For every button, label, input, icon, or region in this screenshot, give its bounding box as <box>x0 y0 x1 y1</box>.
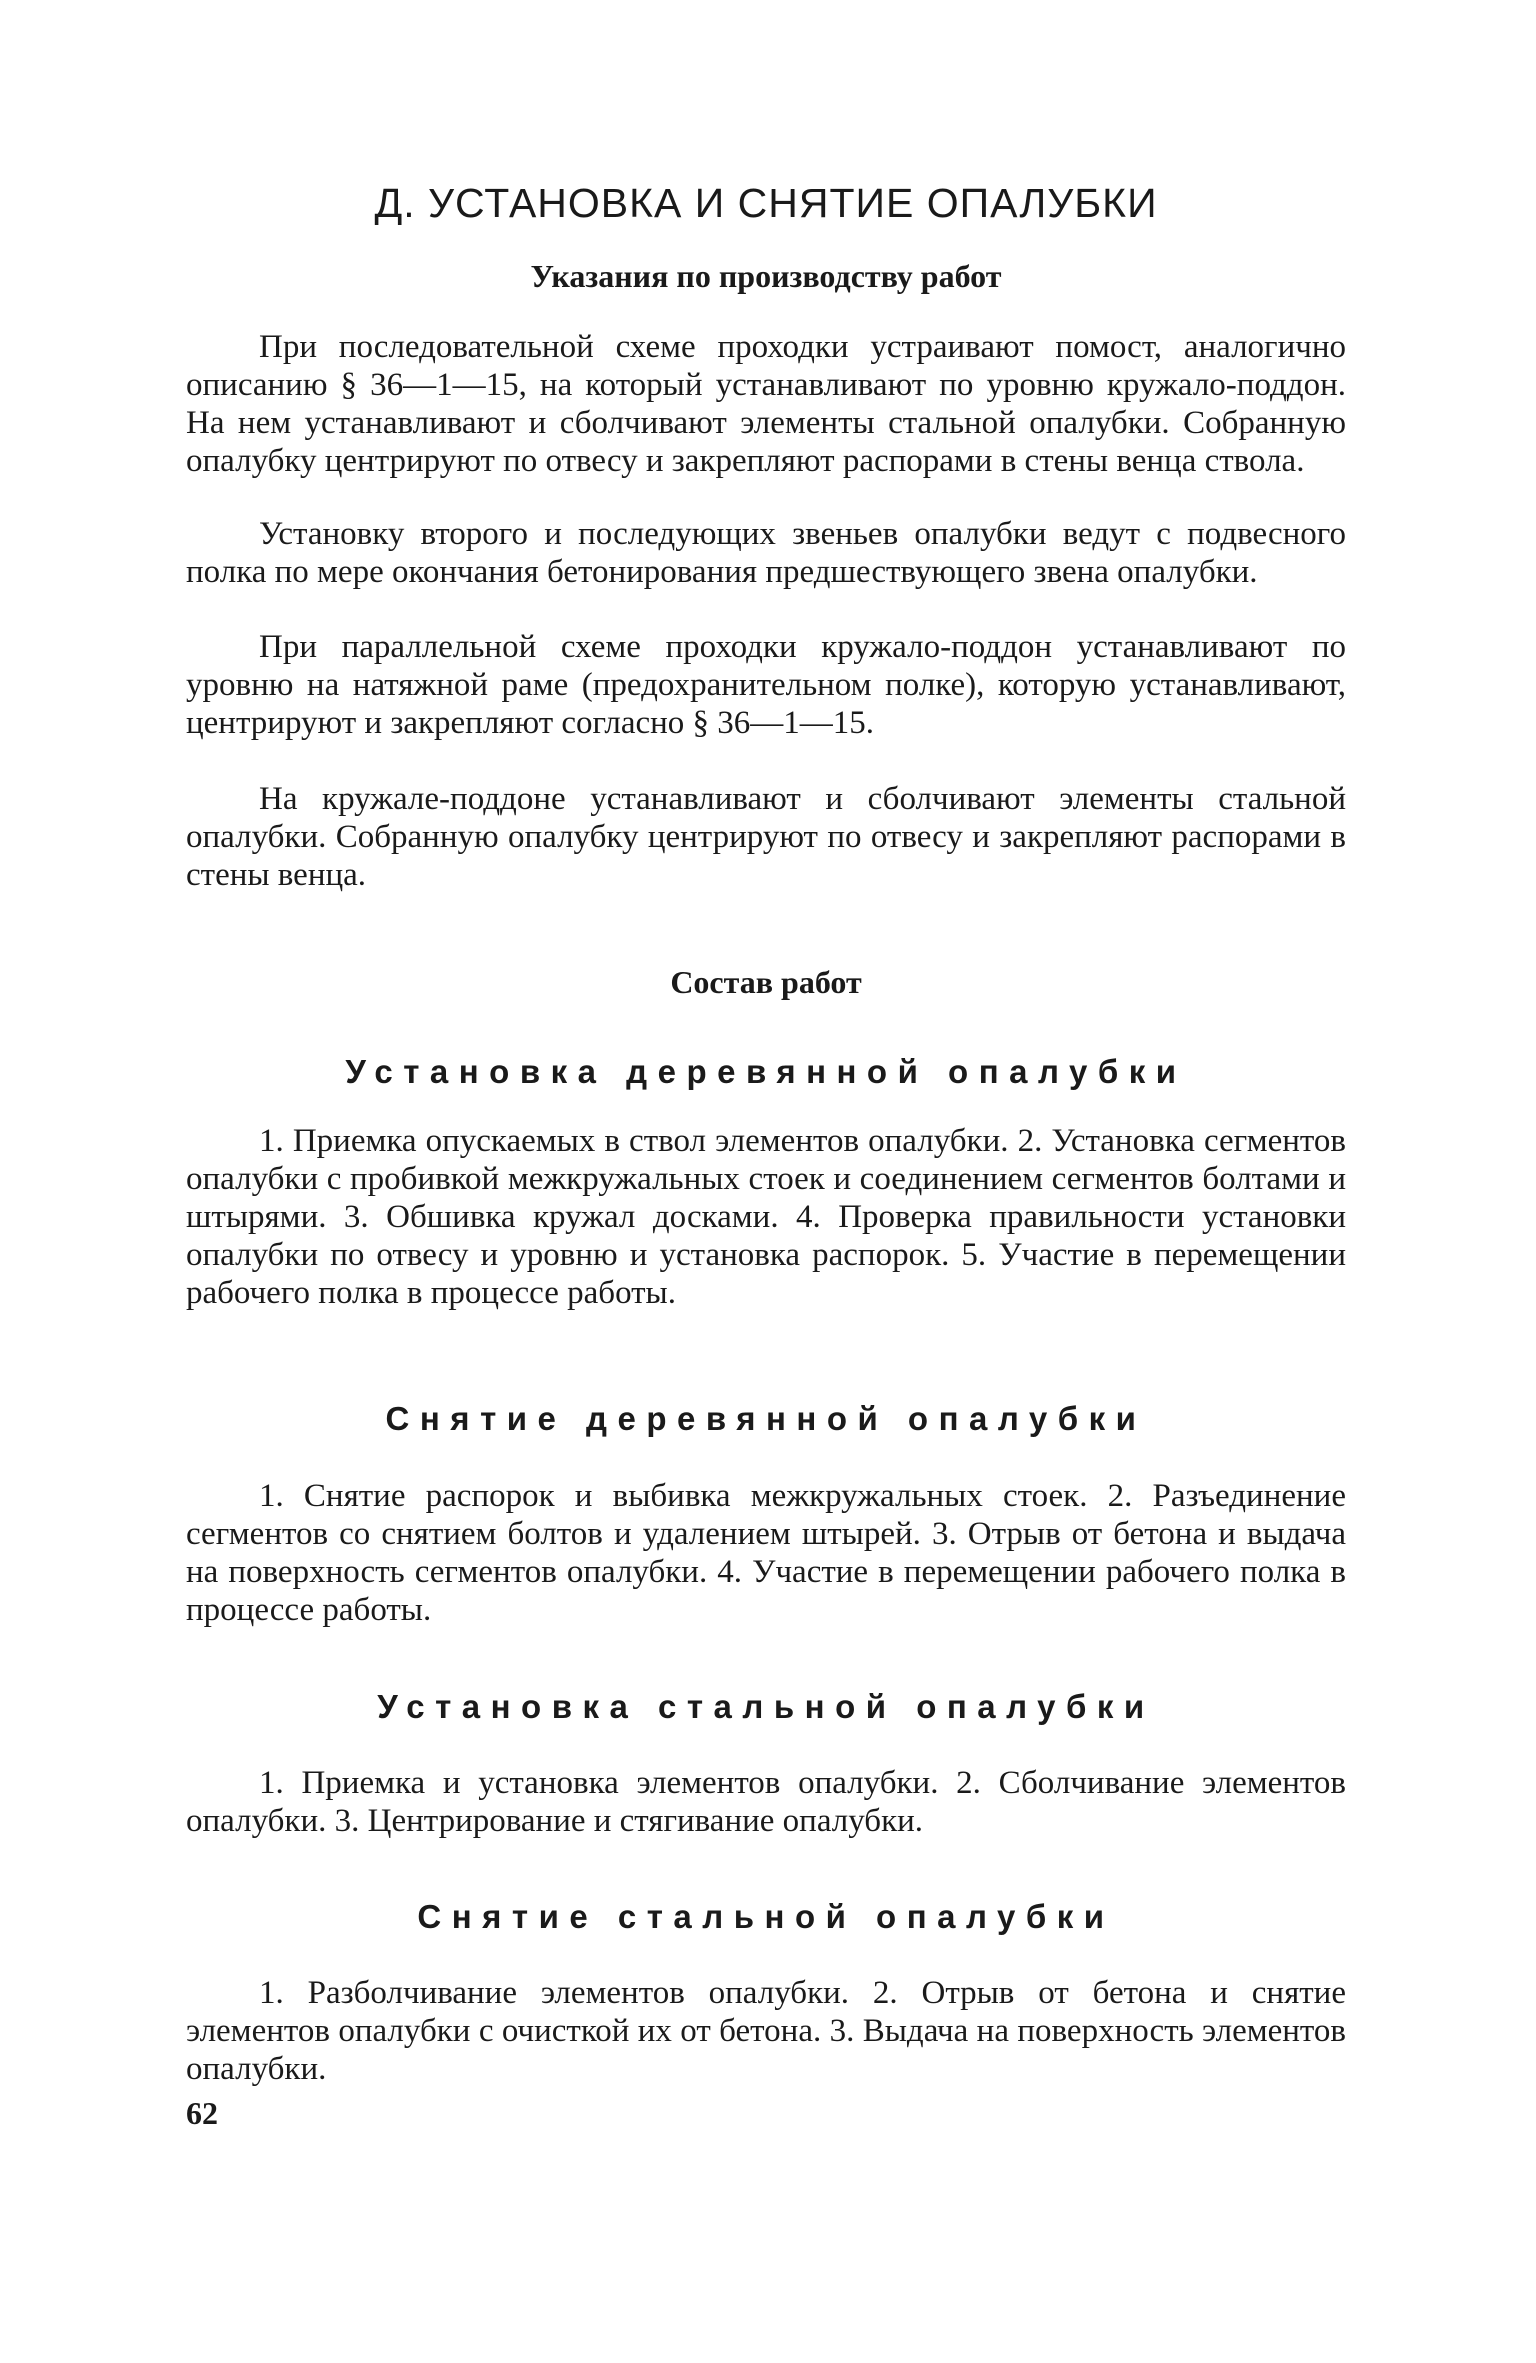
instructions-heading: Указания по производству работ <box>530 258 1002 294</box>
page-title: Д. УСТАНОВКА И СНЯТИЕ ОПАЛУБКИ <box>374 180 1158 226</box>
instructions-paragraph-4: На кружале-поддоне устанавливают и сболчивают элементы стальной опалубки. Собранную опалубку центрируют по отвесу и закрепляют распорами в стены венца. <box>186 781 1346 893</box>
section-text-wood-removal: 1. Снятие распорок и выбивка межкружальных стоек. 2. Разъединение сегментов со снятием болтов и удалением штырей. 3. Отрыв от бетона и выдача на поверхность сегментов опалубки. 4. Участие в перемещении рабочего полка в процессе работы. <box>186 1478 1346 1628</box>
section-text-steel-install: 1. Приемка и установка элементов опалубки. 2. Сболчивание элементов опалубки. 3. Центрирование и стягивание опалубки. <box>186 1765 1346 1839</box>
instructions-paragraph-3: При параллельной схеме проходки кружало-поддон устанавливают по уровню на натяжной раме (предохранительном полке), которую устанавливают, центрируют и закрепляют согласно § 36—1—15. <box>186 629 1346 741</box>
instructions-paragraph-1: При последовательной схеме проходки устраивают помост, аналогично описанию § 36—1—15, на который устанавливают по уровню кружало-поддон. На нем устанавливают и сболчивают элементы стальной опалубки. Собранную опалубку центрируют по отвесу и закрепляют распорами в стены венца ствола. <box>186 329 1346 479</box>
section-heading-steel-install: Установка стальной опалубки <box>377 1688 1155 1725</box>
work-composition-heading: Состав работ <box>670 964 862 1000</box>
instructions-paragraph-2: Установку второго и последующих звеньев опалубки ведут с подвесного полка по мере окончания бетонирования предшествующего звена опалубки. <box>186 516 1346 590</box>
section-text-wood-install: 1. Приемка опускаемых в ствол элементов опалубки. 2. Установка сегментов опалубки с пробивкой межкружальных стоек и соединением сегментов болтами и штырями. 3. Обшивка кружал досками. 4. Проверка правильности установки опалубки по отвесу и уровню и установка распорок. 5. Участие в перемещении рабочего полка в процессе работы. <box>186 1123 1346 1311</box>
section-heading-steel-removal: Снятие стальной опалубки <box>417 1898 1115 1935</box>
section-heading-wood-removal: Снятие деревянной опалубки <box>385 1400 1147 1437</box>
section-text-steel-removal: 1. Разболчивание элементов опалубки. 2. Отрыв от бетона и снятие элементов опалубки с очисткой их от бетона. 3. Выдача на поверхность элементов опалубки. <box>186 1975 1346 2087</box>
section-heading-wood-install: Установка деревянной опалубки <box>345 1053 1187 1090</box>
document-page <box>186 0 1346 2363</box>
page-number: 62 <box>186 2095 218 2131</box>
